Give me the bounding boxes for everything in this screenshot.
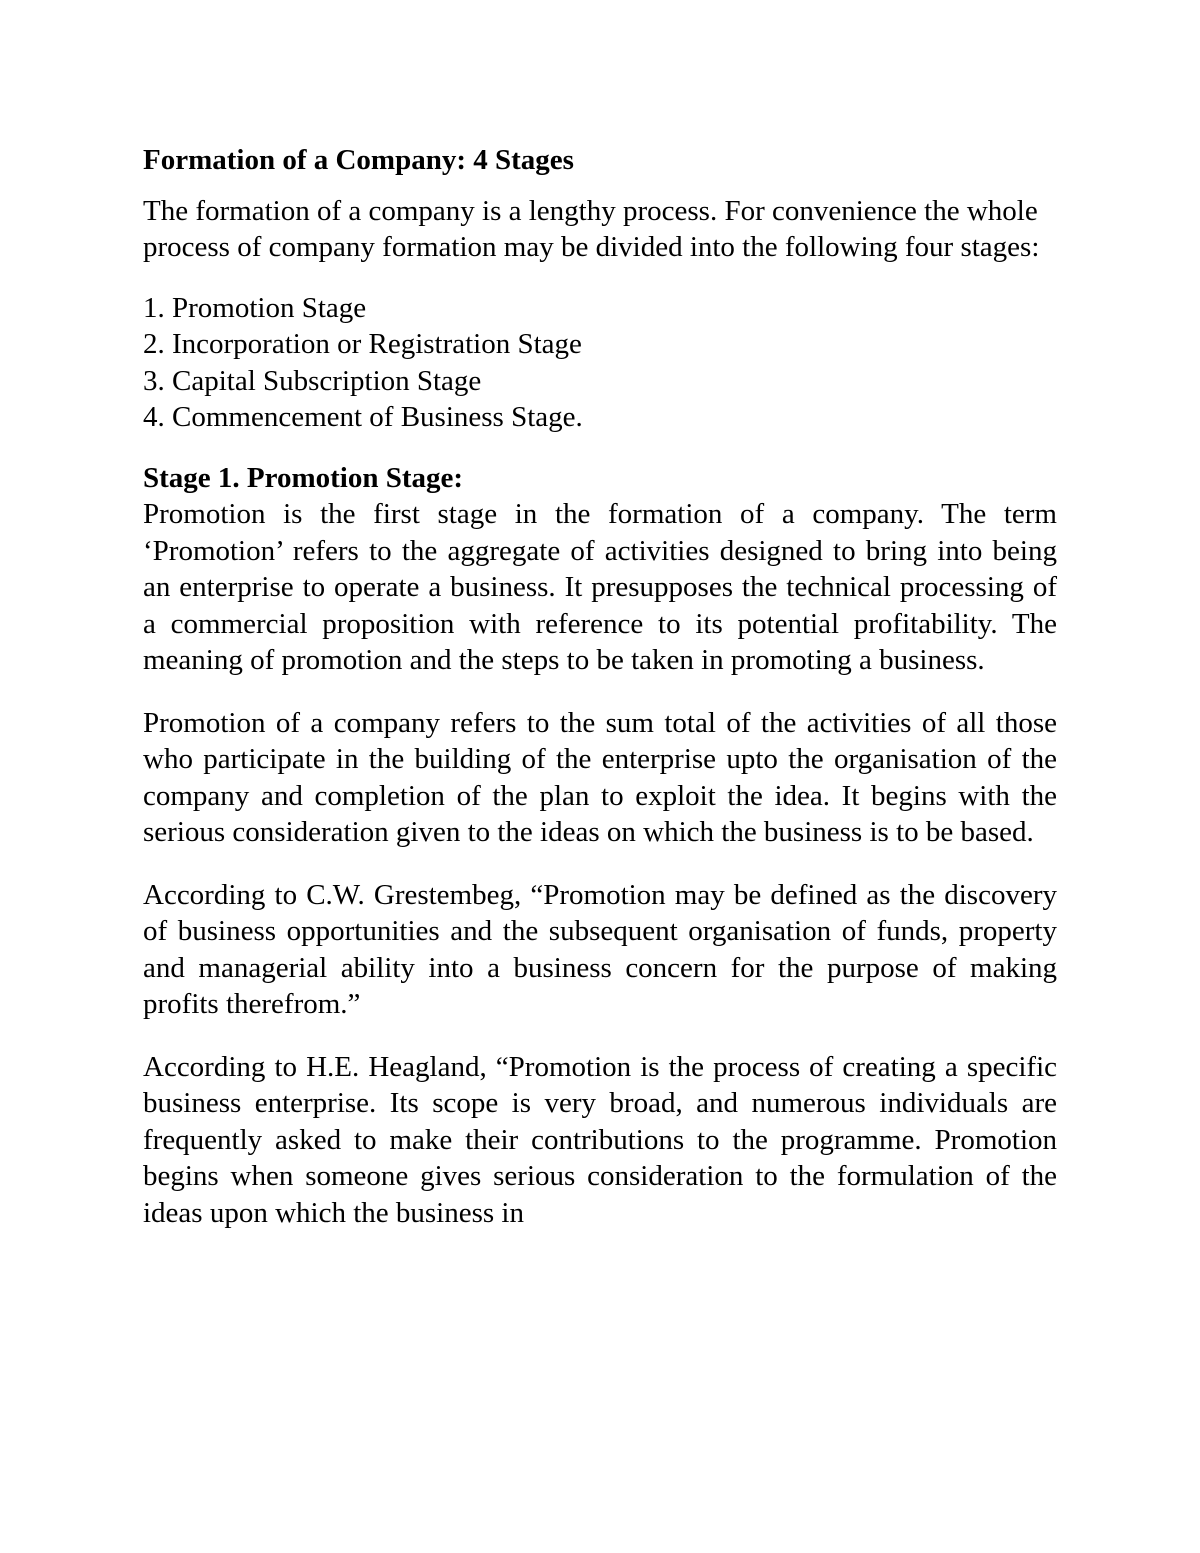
- section-heading: Stage 1. Promotion Stage:: [143, 461, 464, 494]
- document-title: Formation of a Company: 4 Stages: [143, 144, 574, 176]
- intro-paragraph: The formation of a company is a lengthy process. For convenience the whole process of company formation may be divided into the following four stages:: [143, 194, 1040, 263]
- body-paragraph: Promotion is the first stage in the formation of a company. The term ‘Promotion’ refers to the aggregate of activities designed to bring into being an enterprise to operate a business. It presupposes the technical processing of a commercial proposition with reference to its potential profitability. The meaning of promotion and the steps to be taken in promoting a business.: [143, 498, 1057, 676]
- list-item: 1. Promotion Stage: [143, 291, 367, 324]
- stages-list: [143, 290, 1057, 436]
- list-item: 2. Incorporation or Registration Stage: [143, 328, 582, 360]
- document-page: [143, 142, 1057, 1231]
- body-paragraph: Promotion of a company refers to the sum total of the activities of all those who participate in the building of the enterprise upto the organisation of the company and completion of the plan to exploit the idea. It begins with the serious consideration given to the ideas on which the business is to be based.: [143, 706, 1057, 848]
- quote-paragraph: According to C.W. Grestembeg, “Promotion may be defined as the discovery of business opportunities and the subsequent organisation of funds, property and managerial ability into a business concern for the purpose of making profits therefrom.”: [143, 878, 1057, 1020]
- quote-paragraph: According to H.E. Heagland, “Promotion is the process of creating a specific business enterprise. Its scope is very broad, and numerous individuals are frequently asked to make their contributions to the programme. Promotion begins when someone gives serious consideration to the formulation of the ideas upon which the business in: [143, 1050, 1057, 1229]
- list-item: 4. Commencement of Business Stage.: [143, 401, 583, 433]
- list-item: 3. Capital Subscription Stage: [143, 364, 482, 397]
